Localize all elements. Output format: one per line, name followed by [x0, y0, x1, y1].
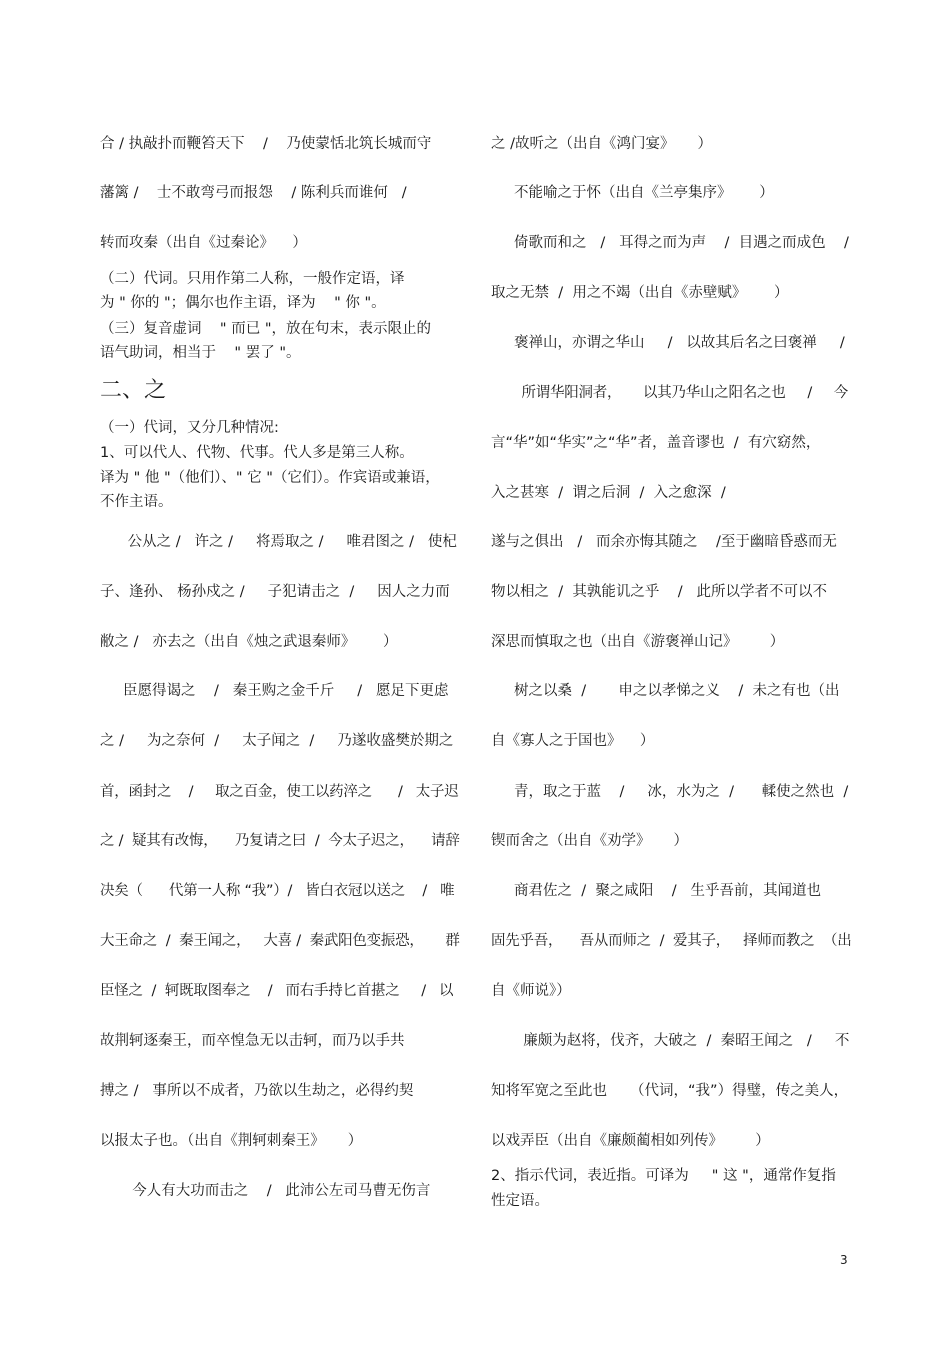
- text-line: 语气助词，相当于 " 罢了 "。: [100, 345, 301, 361]
- text-line: 公从之 / 许之 / 将焉取之 / 唯君图之 / 使杞: [100, 534, 457, 550]
- text-line: 树之以桑 / 申之以孝悌之义 / 未之有也（出: [491, 683, 840, 699]
- text-line: 以报太子也。（出自《荆轲刺秦王》 ）: [100, 1133, 363, 1149]
- text-line: 商君佐之 / 聚之咸阳 / 生乎吾前，其闻道也: [491, 883, 822, 899]
- text-line: 搏之 / 事所以不成者，乃欲以生劫之，必得约契: [100, 1083, 414, 1099]
- text-line: 首，函封之 / 取之百金，使工以药淬之 / 太子迟: [100, 784, 459, 800]
- text-line: 1、可以代人、代物、代事。代人多是第三人称。: [100, 445, 414, 461]
- text-line: 固先乎吾， 吾从而师之 / 爱其子， 择师而教之 （出: [491, 933, 852, 949]
- text-line: 藩篱 / 士不敢弯弓而报怨 / 陈利兵而谁何 /: [100, 185, 407, 201]
- text-line: 之 / 疑其有改悔， 乃复请之曰 / 今太子迟之， 请辞: [100, 833, 460, 849]
- text-line: 敝之 / 亦去之（出自《烛之武退秦师》 ）: [100, 634, 398, 650]
- text-line: 大王命之 / 秦王闻之， 大喜 / 秦武阳色变振恐， 群: [100, 933, 460, 949]
- text-line: 遂与之俱出 / 而余亦悔其随之 /至于幽暗昏惑而无: [491, 534, 837, 550]
- text-line: 性定语。: [491, 1193, 549, 1209]
- text-line: 为 " 你的 "；偶尔也作主语，译为 " 你 "。: [100, 295, 386, 311]
- text-line: 锲而舍之（出自《劝学》 ）: [491, 833, 689, 849]
- text-line: 自《师说》）: [491, 983, 571, 999]
- text-line: 故荆轲逐秦王，而卒惶急无以击轲，而乃以手共: [100, 1033, 405, 1049]
- text-line: 之 / 为之奈何 / 太子闻之 / 乃遂收盛樊於期之: [100, 733, 454, 749]
- text-line: （一）代词，又分几种情况:: [100, 420, 279, 436]
- text-line: 转而攻秦（出自《过秦论》 ）: [100, 235, 307, 251]
- text-line: 臣怪之 / 轲既取图奉之 / 而右手持匕首揕之 / 以: [100, 983, 454, 999]
- section-heading: 二、之: [100, 378, 167, 403]
- text-line: （二）代词。只用作第二人称，一般作定语，译: [100, 271, 405, 287]
- text-line: 不能喻之于怀（出自《兰亭集序》 ）: [491, 185, 774, 201]
- text-line: 取之无禁 / 用之不竭（出自《赤壁赋》 ）: [491, 285, 789, 301]
- text-line: 褒禅山，亦谓之华山 / 以故其后名之曰褒禅 /: [491, 335, 845, 351]
- text-line: 今人有大功而击之 / 此沛公左司马曹无伤言: [100, 1183, 431, 1199]
- text-line: 廉颇为赵将，伐齐，大破之 / 秦昭王闻之 / 不: [491, 1033, 850, 1049]
- text-line: 言“华”如“华实”之“华”者，盖音谬也 / 有穴窈然，: [491, 435, 821, 451]
- text-line: 自《寡人之于国也》 ）: [491, 733, 655, 749]
- text-line: 2、指示代词，表近指。可译为 " 这 "，通常作复指: [491, 1168, 836, 1184]
- text-line: 之 /故听之（出自《鸿门宴》 ）: [491, 136, 713, 152]
- text-line: 以戏弄臣（出自《廉颇蔺相如列传》 ）: [491, 1133, 770, 1149]
- text-line: 合 / 执敲扑而鞭笞天下 / 乃使蒙恬北筑长城而守: [100, 136, 432, 152]
- text-line: 译为 " 他 "（他们）、" 它 "（它们）。作宾语或兼语，: [100, 470, 440, 486]
- text-line: 决矣（ 代第一人称 “我”）/ 皆白衣冠以送之 / 唯: [100, 883, 455, 899]
- text-line: 青，取之于蓝 / 冰，水为之 / 輮使之然也 /: [491, 784, 849, 800]
- page-number: 3: [840, 1253, 848, 1267]
- text-line: （三）复音虚词 " 而已 "，放在句末，表示限止的: [100, 321, 431, 337]
- text-line: 深思而慎取之也（出自《游褒禅山记》 ）: [491, 634, 785, 650]
- text-line: 不作主语。: [100, 494, 173, 510]
- text-line: 倚歌而和之 / 耳得之而为声 / 目遇之而成色 /: [491, 235, 849, 251]
- text-line: 子、逢孙、 杨孙戍之 / 子犯请击之 / 因人之力而: [100, 584, 450, 600]
- text-line: 所谓华阳洞者， 以其乃华山之阳名之也 / 今: [491, 385, 849, 401]
- text-line: 入之甚寒 / 谓之后洞 / 入之愈深 /: [491, 485, 726, 501]
- text-line: 物以相之 / 其孰能讥之乎 / 此所以学者不可以不: [491, 584, 827, 600]
- text-line: 知将军宽之至此也 （代词，“我”）得璧，传之美人，: [491, 1083, 849, 1099]
- text-line: 臣愿得谒之 / 秦王购之金千斤 / 愿足下更虑: [100, 683, 449, 699]
